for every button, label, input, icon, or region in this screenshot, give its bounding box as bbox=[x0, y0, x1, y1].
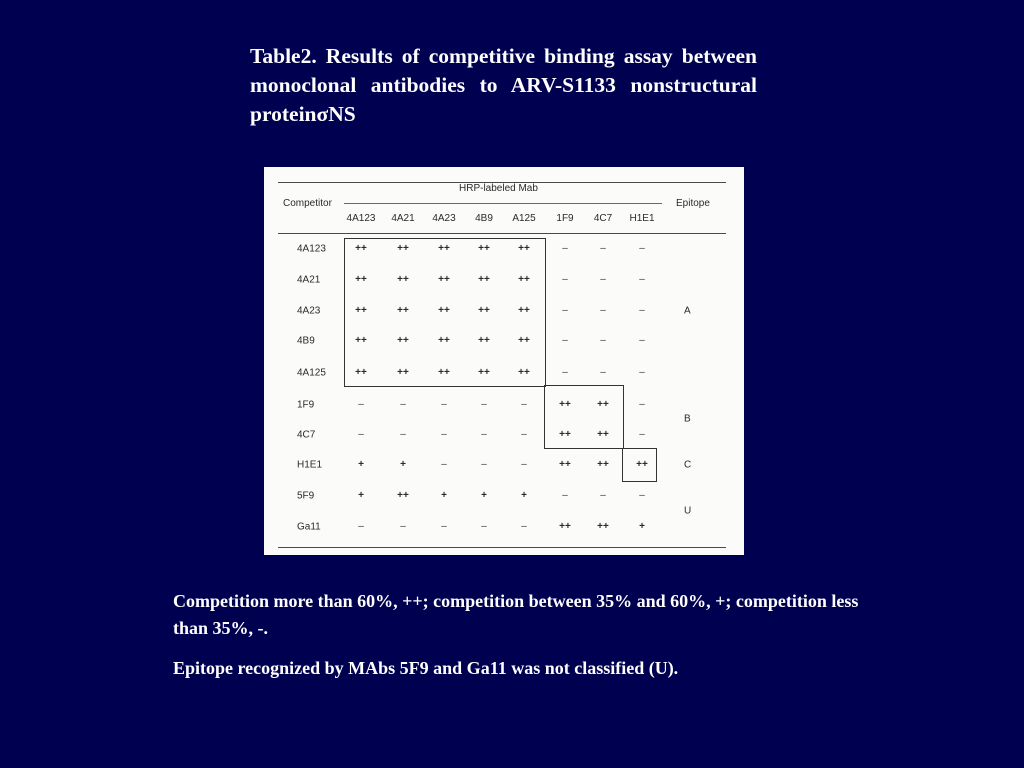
table-cell: – bbox=[600, 335, 606, 346]
column-header: 4A21 bbox=[391, 213, 415, 224]
table-cell: ++ bbox=[397, 243, 409, 254]
table-cell: ++ bbox=[355, 367, 367, 378]
table-cell: – bbox=[400, 429, 406, 440]
table-cell: + bbox=[400, 459, 406, 470]
column-header: H1E1 bbox=[629, 213, 655, 224]
table-cell: – bbox=[639, 274, 645, 285]
competitor-header: Competitor bbox=[283, 198, 332, 209]
row-label: 1F9 bbox=[297, 399, 315, 411]
table-cell: ++ bbox=[518, 335, 530, 346]
row-label: H1E1 bbox=[297, 459, 323, 471]
table-cell: ++ bbox=[559, 521, 571, 532]
table-cell: – bbox=[639, 429, 645, 440]
table-cell: – bbox=[639, 335, 645, 346]
column-header: 4A23 bbox=[432, 213, 456, 224]
table-bottom-rule bbox=[278, 547, 726, 548]
row-label: Ga11 bbox=[297, 521, 321, 533]
table-cell: – bbox=[600, 490, 606, 501]
table-cell: ++ bbox=[597, 399, 609, 410]
table-cell: ++ bbox=[478, 243, 490, 254]
table-cell: – bbox=[600, 305, 606, 316]
table-cell: ++ bbox=[478, 335, 490, 346]
table-cell: ++ bbox=[438, 243, 450, 254]
table-cell: ++ bbox=[518, 243, 530, 254]
table-cell: – bbox=[562, 305, 568, 316]
table-cell: + bbox=[639, 521, 645, 532]
epitope-label: C bbox=[684, 459, 692, 471]
table-cell: – bbox=[639, 399, 645, 410]
table-cell: – bbox=[521, 429, 527, 440]
table-cell: ++ bbox=[478, 367, 490, 378]
row-label: 4C7 bbox=[297, 429, 316, 441]
table-cell: ++ bbox=[355, 274, 367, 285]
caption-unclassified-note: Epitope recognized by MAbs 5F9 and Ga11 was not classified (U). bbox=[173, 658, 679, 678]
column-header: 4A123 bbox=[346, 213, 376, 224]
table-cell: ++ bbox=[559, 399, 571, 410]
table-cell: – bbox=[481, 521, 487, 532]
table-cell: ++ bbox=[478, 305, 490, 316]
table-cell: – bbox=[441, 459, 447, 470]
table-cell: – bbox=[639, 490, 645, 501]
table-cell: – bbox=[521, 399, 527, 410]
table-cell: – bbox=[481, 429, 487, 440]
table-cell: ++ bbox=[397, 490, 409, 501]
table-cell: + bbox=[441, 490, 447, 501]
hrp-group-rule bbox=[344, 203, 662, 204]
results-table-image bbox=[264, 167, 744, 555]
table-cell: ++ bbox=[397, 367, 409, 378]
table-cell: ++ bbox=[559, 459, 571, 470]
table-cell: – bbox=[639, 367, 645, 378]
epitope-label: A bbox=[684, 305, 691, 317]
table-cell: ++ bbox=[597, 459, 609, 470]
table-cell: – bbox=[441, 429, 447, 440]
caption-competition-legend: Competition more than 60%, ++; competition between 35% and 60%, +; competition less than 35%, -. bbox=[173, 591, 859, 638]
table-cell: – bbox=[400, 399, 406, 410]
table-cell: + bbox=[358, 459, 364, 470]
table-cell: ++ bbox=[518, 274, 530, 285]
epitope-label: U bbox=[684, 505, 692, 517]
table-cell: ++ bbox=[438, 305, 450, 316]
epitope-label: B bbox=[684, 413, 691, 425]
table-cell: – bbox=[562, 367, 568, 378]
table-cell: ++ bbox=[597, 521, 609, 532]
table-cell: – bbox=[562, 243, 568, 254]
table-cell: – bbox=[562, 274, 568, 285]
table-cell: – bbox=[562, 335, 568, 346]
table-cell: ++ bbox=[397, 335, 409, 346]
table-cell: – bbox=[639, 305, 645, 316]
table-cell: + bbox=[521, 490, 527, 501]
table-cell: – bbox=[562, 490, 568, 501]
row-label: 5F9 bbox=[297, 490, 315, 502]
table-cell: ++ bbox=[478, 274, 490, 285]
table-cell: – bbox=[400, 521, 406, 532]
row-label: 4A23 bbox=[297, 305, 321, 317]
table-cell: – bbox=[358, 399, 364, 410]
table-cell: – bbox=[521, 521, 527, 532]
slide-title: Table2. Results of competitive binding assay between monoclonal antibodies to ARV-S1133 nonstructural proteinσNS bbox=[250, 44, 757, 126]
table-cell: ++ bbox=[438, 274, 450, 285]
hrp-labeled-mab-header: HRP-labeled Mab bbox=[459, 183, 538, 194]
column-header: 4C7 bbox=[593, 213, 613, 224]
table-cell: – bbox=[441, 521, 447, 532]
table-cell: ++ bbox=[559, 429, 571, 440]
table-cell: + bbox=[481, 490, 487, 501]
table-header-rule bbox=[278, 233, 726, 234]
table-cell: ++ bbox=[355, 335, 367, 346]
table-cell: – bbox=[521, 459, 527, 470]
row-label: 4A21 bbox=[297, 274, 321, 286]
table-cell: – bbox=[481, 459, 487, 470]
epitope-header: Epitope bbox=[676, 198, 710, 209]
table-cell: – bbox=[441, 399, 447, 410]
table-cell: ++ bbox=[597, 429, 609, 440]
table-cell: ++ bbox=[355, 305, 367, 316]
table-cell: – bbox=[358, 521, 364, 532]
row-label: 4A125 bbox=[297, 367, 326, 379]
table-cell: ++ bbox=[636, 459, 648, 470]
table-cell: – bbox=[600, 367, 606, 378]
table-cell: – bbox=[600, 274, 606, 285]
column-header: A125 bbox=[512, 213, 536, 224]
table-cell: – bbox=[639, 243, 645, 254]
column-header: 4B9 bbox=[475, 213, 493, 224]
row-label: 4A123 bbox=[297, 243, 326, 255]
table-cell: ++ bbox=[397, 305, 409, 316]
column-header: 1F9 bbox=[556, 213, 574, 224]
table-cell: ++ bbox=[355, 243, 367, 254]
table-cell: + bbox=[358, 490, 364, 501]
table-cell: – bbox=[358, 429, 364, 440]
epitope-b-box bbox=[544, 385, 624, 449]
table-cell: ++ bbox=[438, 367, 450, 378]
table-cell: – bbox=[481, 399, 487, 410]
table-cell: ++ bbox=[397, 274, 409, 285]
row-label: 4B9 bbox=[297, 335, 315, 347]
table-cell: ++ bbox=[518, 367, 530, 378]
table-cell: – bbox=[600, 243, 606, 254]
table-cell: ++ bbox=[518, 305, 530, 316]
table-cell: ++ bbox=[438, 335, 450, 346]
